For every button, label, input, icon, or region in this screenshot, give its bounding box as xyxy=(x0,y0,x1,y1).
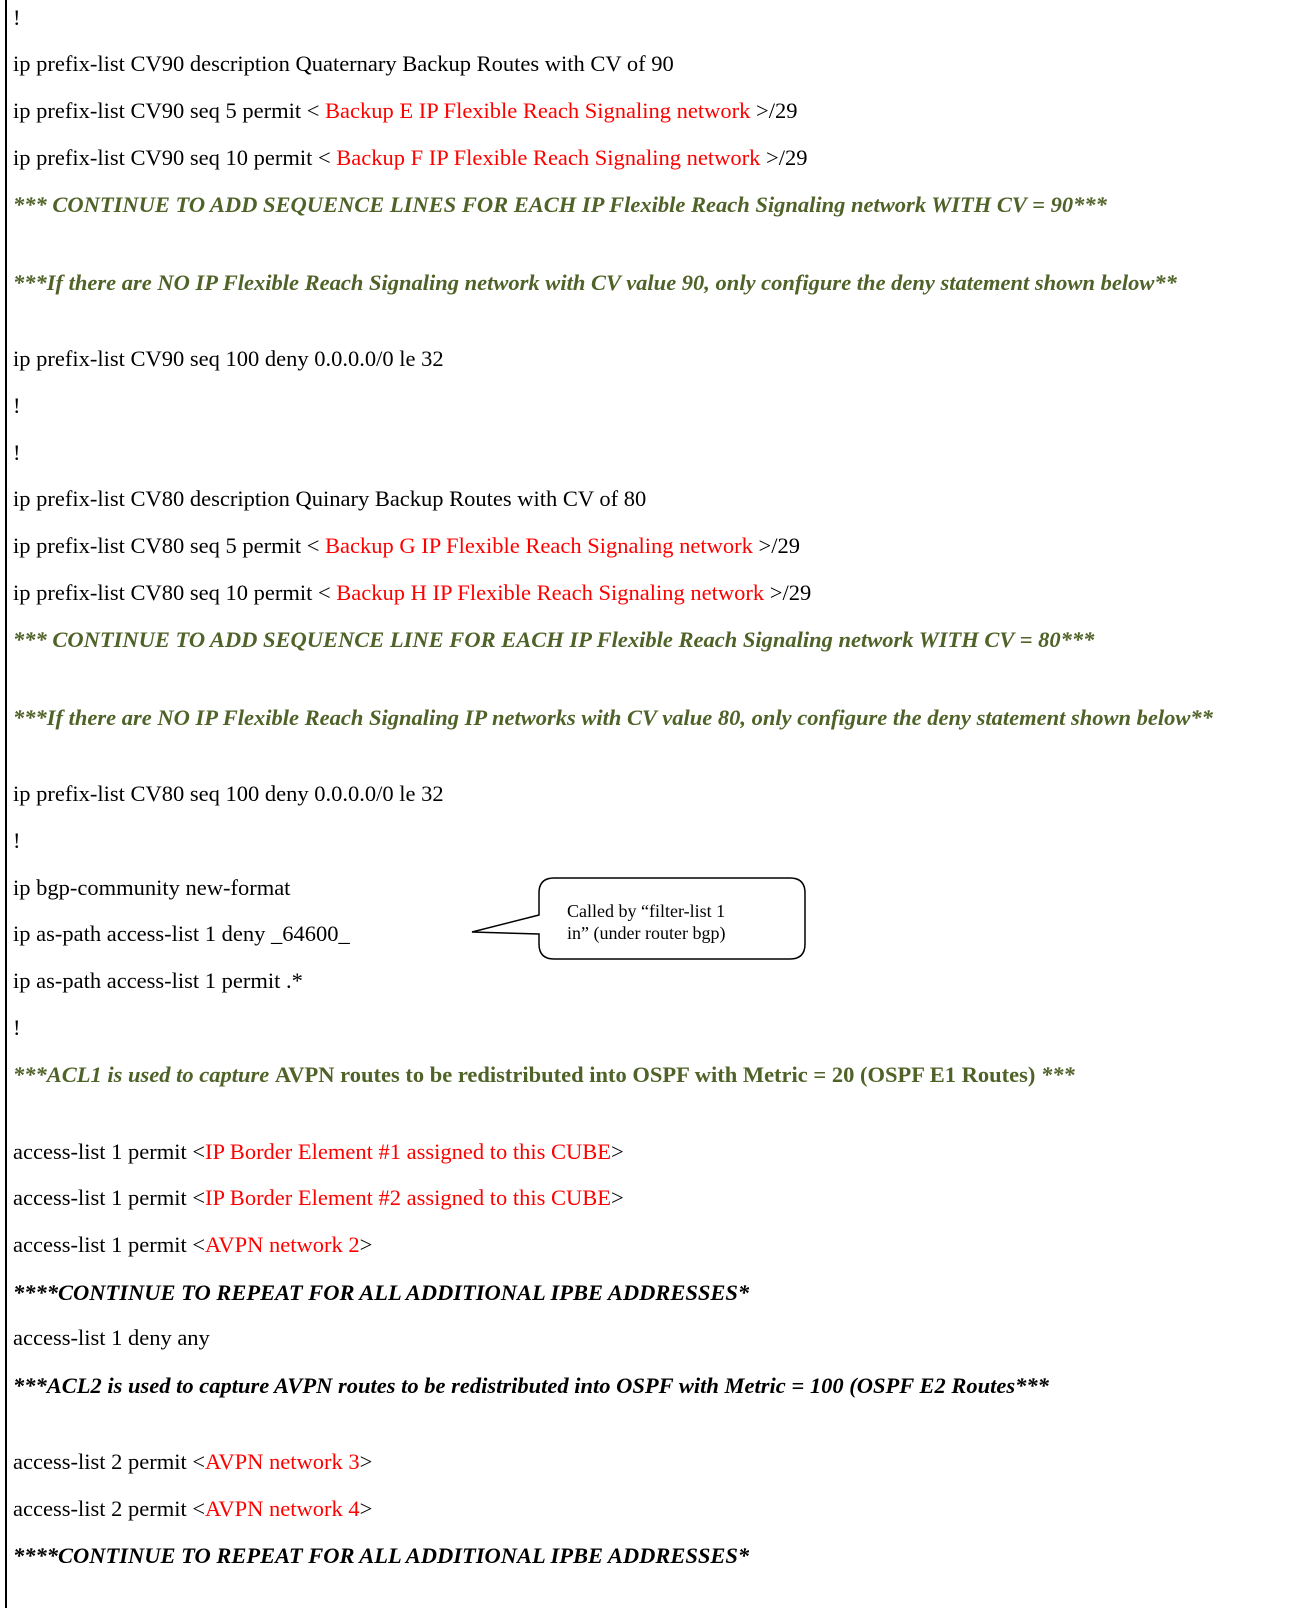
config-line: ip as-path access-list 1 permit .* xyxy=(13,968,303,993)
config-line: access-list 1 deny any xyxy=(13,1325,210,1350)
instruction-note: *** CONTINUE TO ADD SEQUENCE LINES FOR EACH IP Flexible Reach Signaling network WITH CV = 90*** xyxy=(13,192,1107,217)
instruction-note: ***ACL1 is used to capture AVPN routes to be redistributed into OSPF with Metric = 20 (OSPF E1 Routes) *** xyxy=(13,1062,1075,1087)
placeholder-text: AVPN network 4 xyxy=(205,1496,360,1521)
placeholder-text: IP Border Element #1 assigned to this CUBE xyxy=(205,1139,612,1164)
instruction-note: ***If there are NO IP Flexible Reach Signaling network with CV value 90, only configure the deny statement shown below** xyxy=(13,270,1177,295)
config-line: ip prefix-list CV80 seq 100 deny 0.0.0.0/0 le 32 xyxy=(13,781,444,806)
config-line: access-list 1 permit <AVPN network 2> xyxy=(13,1232,373,1257)
config-line: ! xyxy=(13,828,21,853)
instruction-note: ****CONTINUE TO REPEAT FOR ALL ADDITIONAL IPBE ADDRESSES* xyxy=(13,1280,750,1305)
config-line: ip prefix-list CV90 seq 100 deny 0.0.0.0/0 le 32 xyxy=(13,346,444,371)
config-line: ip prefix-list CV80 seq 5 permit < Backup G IP Flexible Reach Signaling network >/29 xyxy=(13,533,800,558)
config-line: ip prefix-list CV90 description Quaternary Backup Routes with CV of 90 xyxy=(13,51,674,76)
config-line: ! xyxy=(13,1015,21,1040)
config-line: access-list 2 permit <AVPN network 4> xyxy=(13,1496,373,1521)
config-line: ip prefix-list CV90 seq 10 permit < Backup F IP Flexible Reach Signaling network >/29 xyxy=(13,145,808,170)
placeholder-text: Backup H IP Flexible Reach Signaling network xyxy=(336,580,765,605)
callout-text: Called by “filter-list 1 in” (under router bgp) xyxy=(567,901,726,943)
placeholder-text: Backup G IP Flexible Reach Signaling network xyxy=(325,533,753,558)
config-line: ip as-path access-list 1 deny _64600_ xyxy=(13,921,350,946)
config-line: ip prefix-list CV80 description Quinary Backup Routes with CV of 80 xyxy=(13,486,647,511)
config-line: access-list 2 permit <AVPN network 3> xyxy=(13,1449,373,1474)
placeholder-text: AVPN network 2 xyxy=(205,1232,360,1257)
instruction-note: *** CONTINUE TO ADD SEQUENCE LINE FOR EACH IP Flexible Reach Signaling network WITH CV = 80*** xyxy=(13,627,1095,652)
config-line: ! xyxy=(13,5,21,30)
config-line: ip bgp-community new-format xyxy=(13,875,291,900)
placeholder-text: IP Border Element #2 assigned to this CUBE xyxy=(205,1185,612,1210)
instruction-note: ***If there are NO IP Flexible Reach Signaling IP networks with CV value 80, only configure the deny statement shown below** xyxy=(13,705,1213,730)
config-line: ip prefix-list CV80 seq 10 permit < Backup H IP Flexible Reach Signaling network >/29 xyxy=(13,580,812,605)
config-line: ip prefix-list CV90 seq 5 permit < Backup E IP Flexible Reach Signaling network >/29 xyxy=(13,98,798,123)
instruction-note: ***ACL2 is used to capture AVPN routes to be redistributed into OSPF with Metric = 100 (OSPF E2 Routes*** xyxy=(13,1373,1049,1398)
config-line: ! xyxy=(13,440,21,465)
placeholder-text: Backup F IP Flexible Reach Signaling network xyxy=(336,145,761,170)
placeholder-text: Backup E IP Flexible Reach Signaling network xyxy=(325,98,751,123)
config-line: ! xyxy=(13,393,21,418)
config-line: access-list 1 permit <IP Border Element #1 assigned to this CUBE> xyxy=(13,1139,624,1164)
instruction-note: ****CONTINUE TO REPEAT FOR ALL ADDITIONAL IPBE ADDRESSES* xyxy=(13,1543,750,1568)
placeholder-text: AVPN network 3 xyxy=(205,1449,360,1474)
config-line: access-list 1 permit <IP Border Element #2 assigned to this CUBE> xyxy=(13,1185,624,1210)
